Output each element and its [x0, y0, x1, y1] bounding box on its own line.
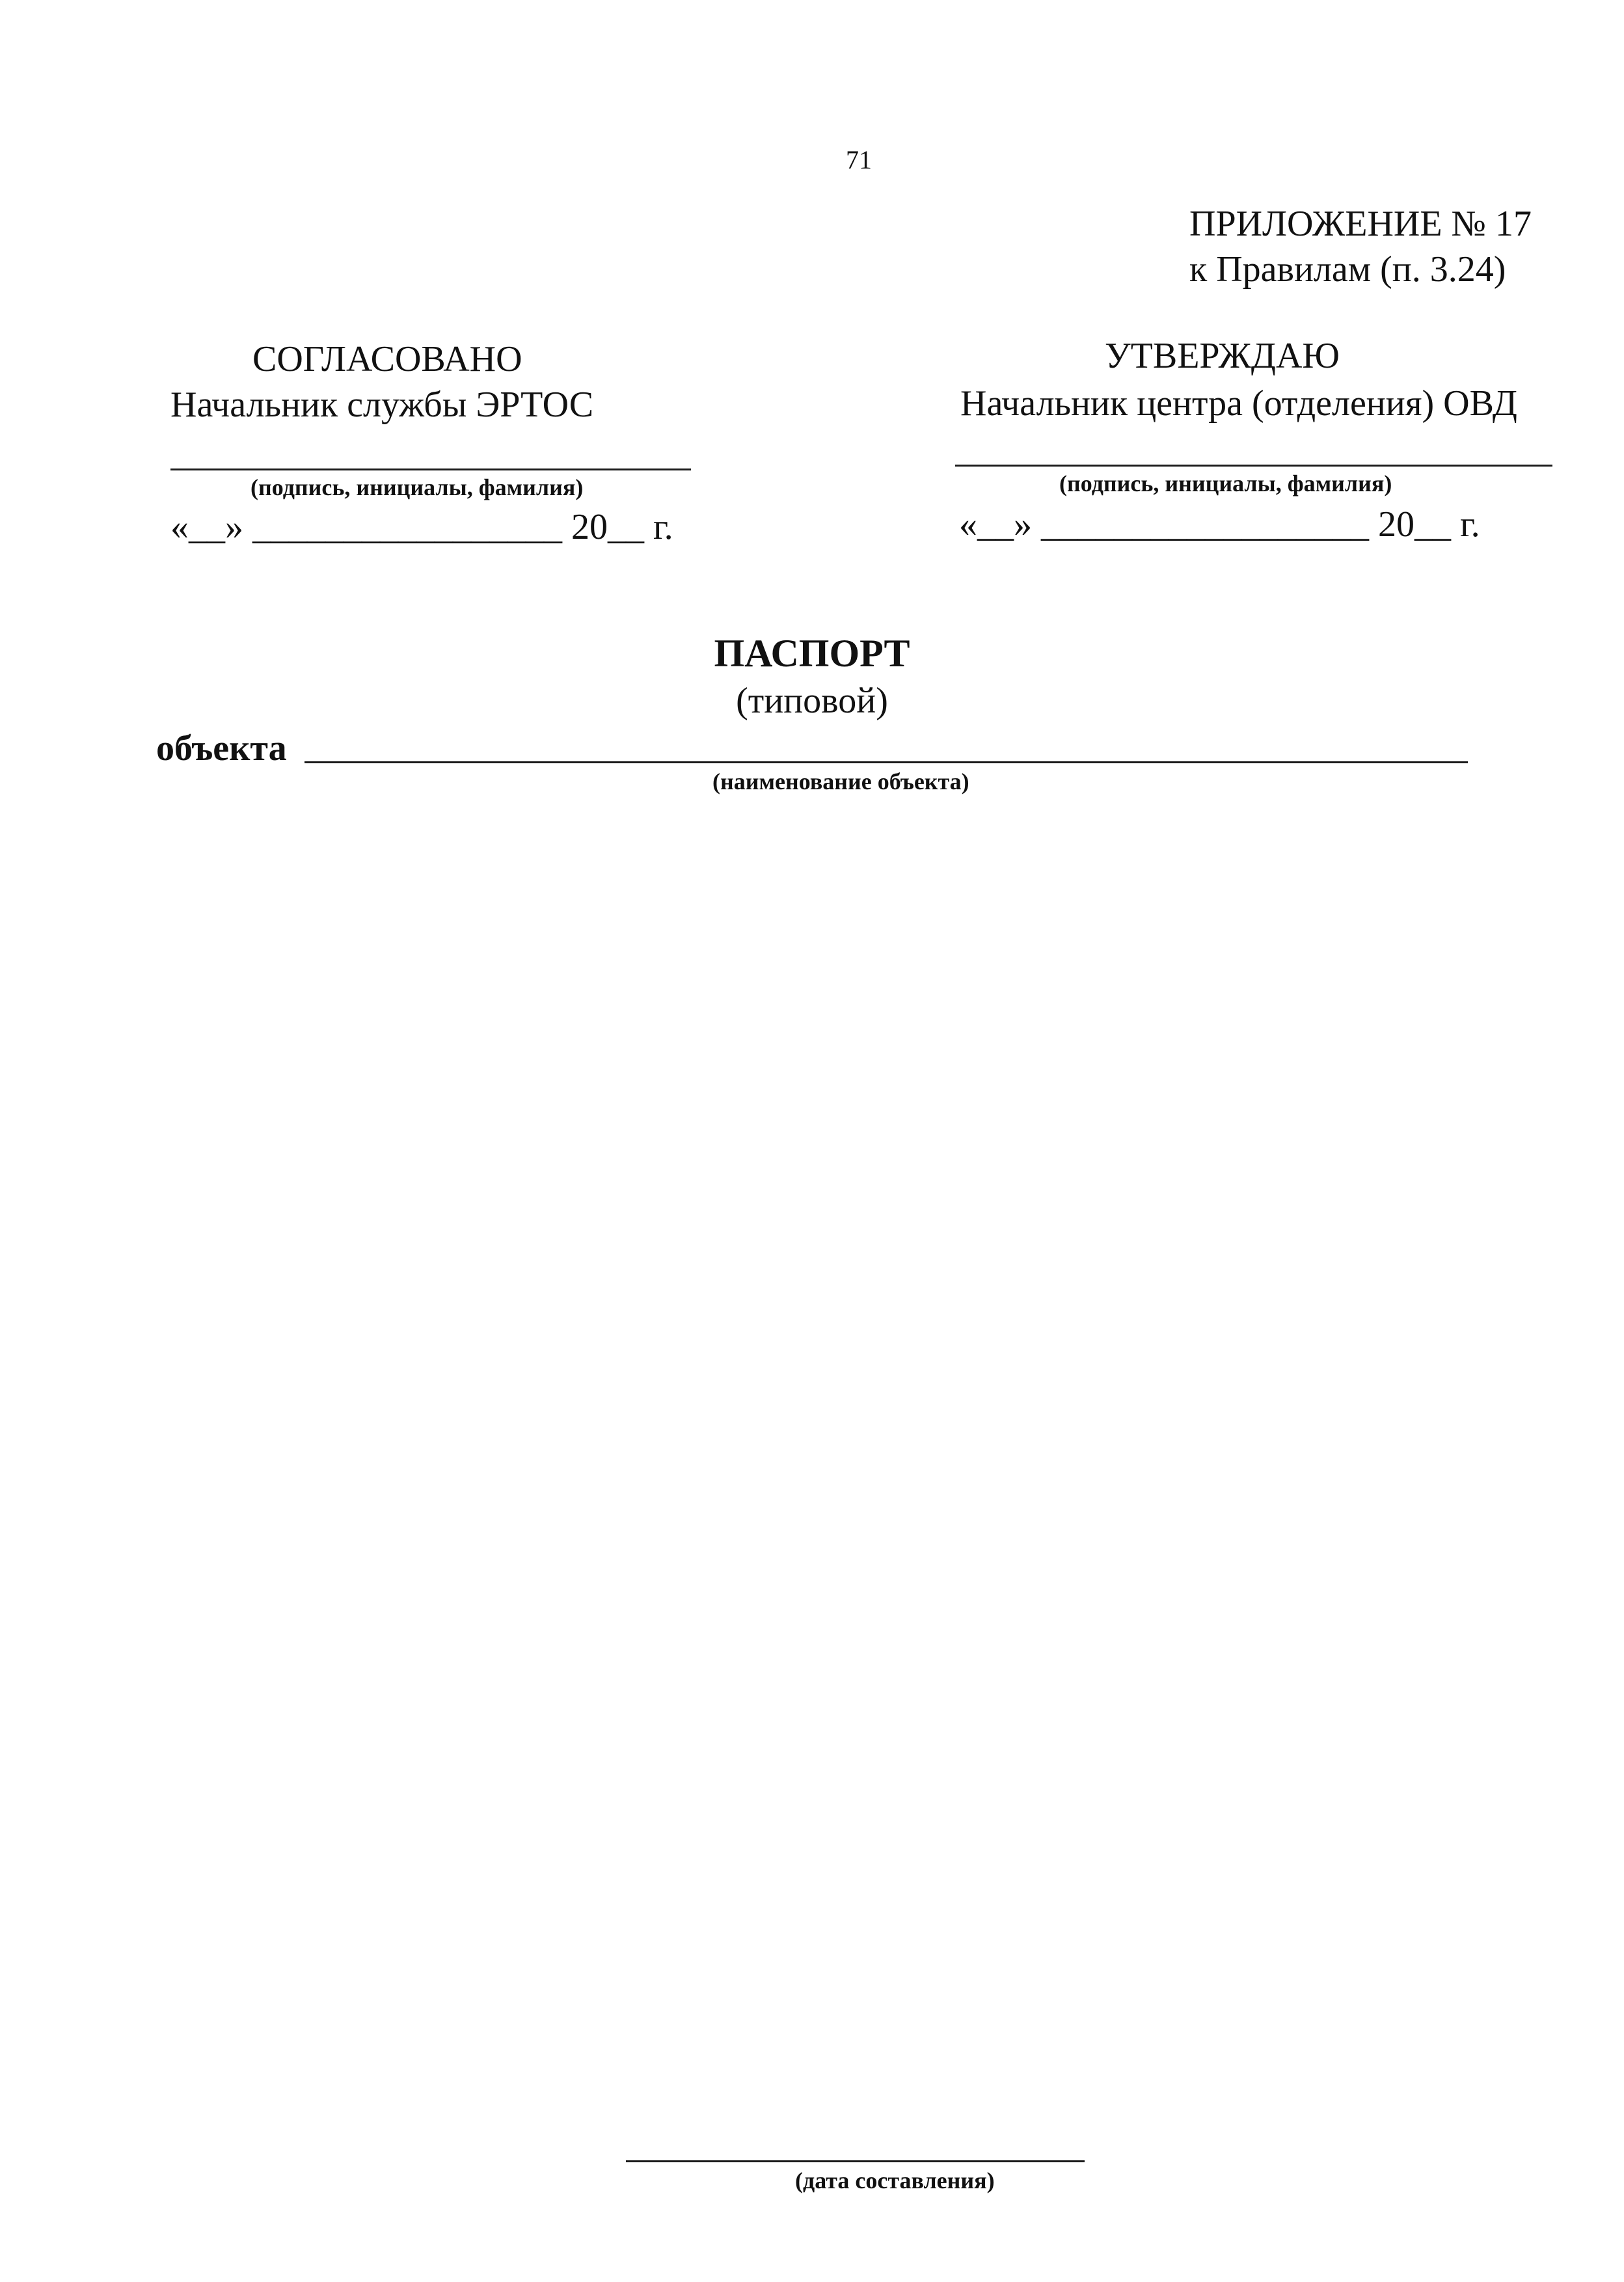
- passport-title: ПАСПОРТ: [714, 632, 910, 675]
- annex-reference: к Правилам (п. 3.24): [1189, 249, 1506, 290]
- object-name-caption: (наименование объекта): [712, 768, 969, 795]
- object-name-line: [304, 761, 1468, 763]
- agreed-signature-caption: (подпись, инициалы, фамилия): [250, 474, 584, 500]
- page-number: 71: [846, 145, 872, 174]
- approve-signature-caption: (подпись, инициалы, фамилия): [1059, 470, 1392, 496]
- passport-subtitle: (типовой): [736, 681, 888, 721]
- approve-date-line: «__» __________________ 20__ г.: [959, 504, 1480, 545]
- annex-title: ПРИЛОЖЕНИЕ № 17: [1189, 204, 1532, 244]
- agreed-signature-line: [170, 469, 691, 470]
- compilation-date-caption: (дата составления): [795, 2167, 995, 2194]
- approve-heading: УТВЕРЖДАЮ: [1105, 336, 1340, 376]
- approve-position: Начальник центра (отделения) ОВД: [960, 383, 1517, 424]
- agreed-date-line: «__» _________________ 20__ г.: [170, 507, 673, 547]
- agreed-heading: СОГЛАСОВАНО: [252, 339, 522, 379]
- agreed-position: Начальник службы ЭРТОС: [170, 385, 594, 425]
- approve-signature-line: [955, 465, 1552, 467]
- compilation-date-line: [626, 2160, 1085, 2162]
- object-label: объекта: [156, 728, 287, 768]
